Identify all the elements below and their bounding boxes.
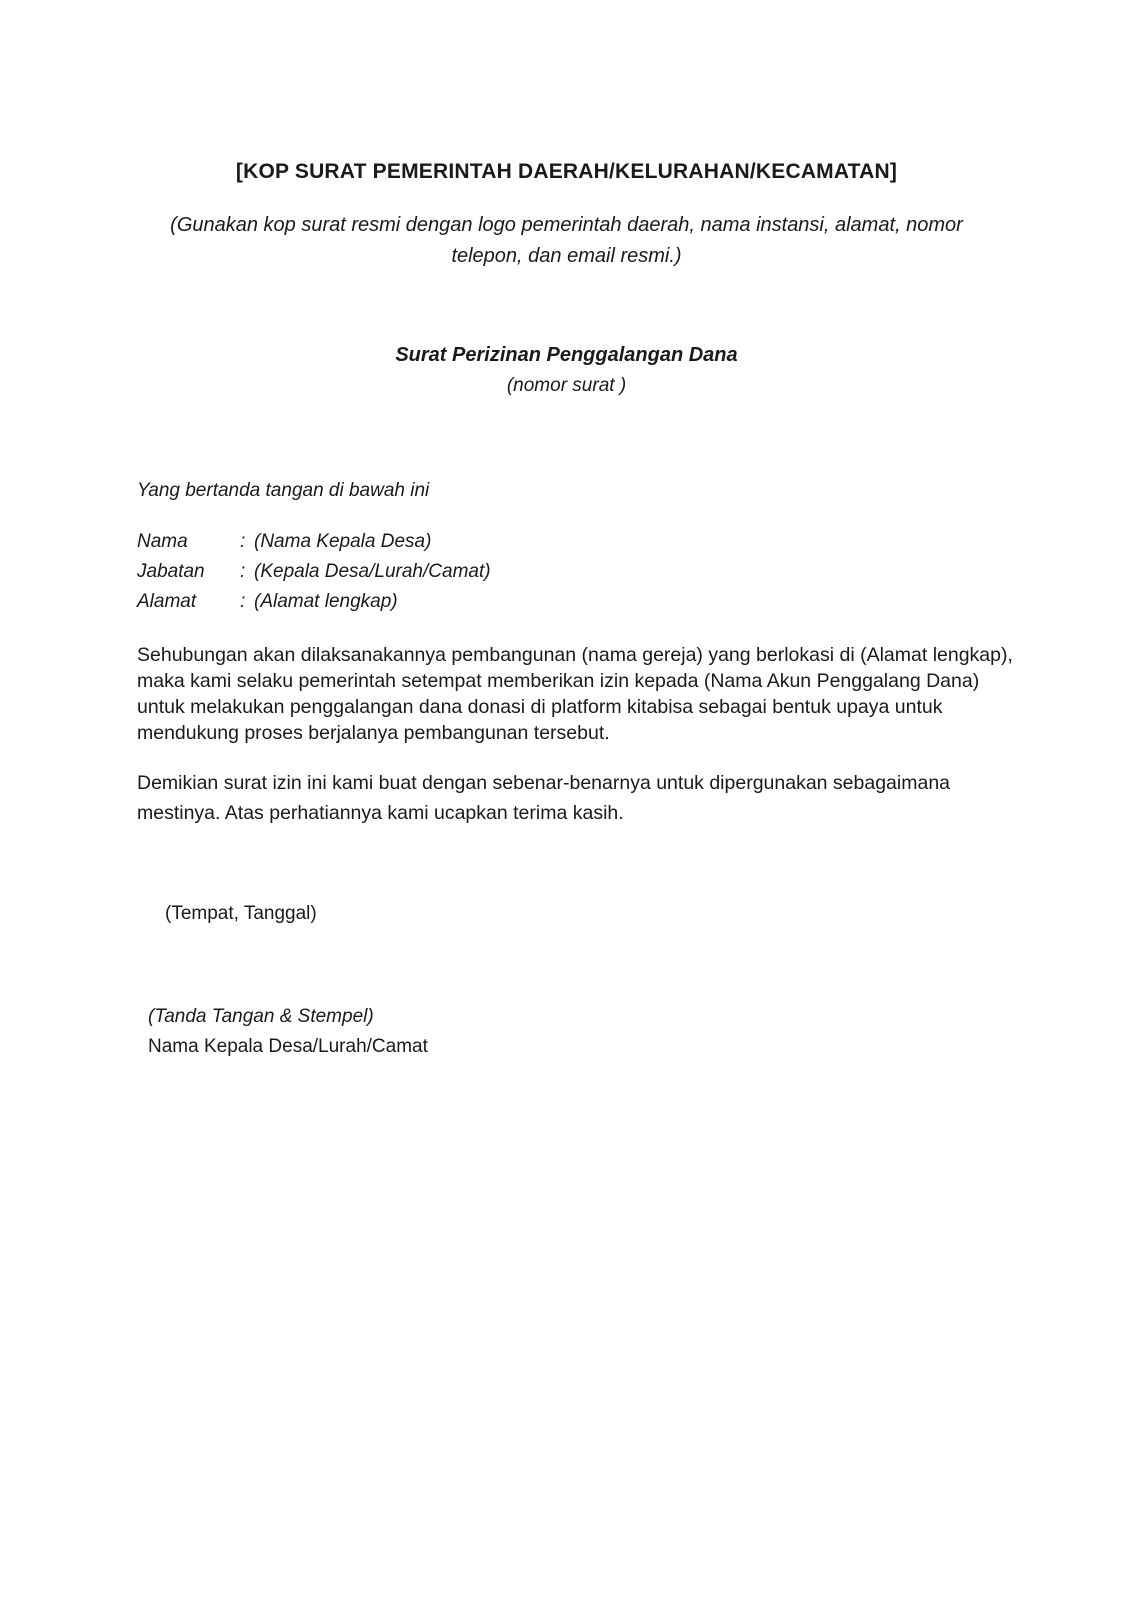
field-separator: : bbox=[240, 561, 246, 582]
letter-number: (nomor surat ) bbox=[506, 375, 627, 396]
field-label: Nama bbox=[137, 531, 188, 552]
signer-name: Nama Kepala Desa/Lurah/Camat bbox=[148, 1036, 428, 1057]
field-jabatan bbox=[137, 561, 491, 583]
field-separator: : bbox=[240, 591, 246, 612]
letter-title: Surat Perizinan Penggalangan Dana bbox=[395, 344, 738, 366]
field-nama bbox=[137, 531, 431, 553]
signature-placeholder: (Tanda Tangan & Stempel) bbox=[148, 1006, 374, 1027]
body-paragraph-2: Demikian surat izin ini kami buat dengan sebenar-benarnya untuk dipergunakan sebagaimana mestinya. Atas perhatiannya kami ucapkan terima kasih. bbox=[137, 772, 951, 824]
field-value: (Nama Kepala Desa) bbox=[254, 531, 432, 552]
field-value: (Kepala Desa/Lurah/Camat) bbox=[254, 561, 491, 582]
intro-text: Yang bertanda tangan di bawah ini bbox=[137, 480, 430, 501]
body-paragraph-1: Sehubungan akan dilaksanakannya pembangunan (nama gereja) yang berlokasi di (Alamat lengkap), maka kami selaku pemerintah setempat memberikan izin kepada (Nama Akun Penggalang Dana) untuk melakukan penggalangan dana donasi di platform kitabisa sebagai bentuk upaya untuk mendukung proses berjalanya pembangunan tersebut. bbox=[137, 644, 1013, 744]
field-separator: : bbox=[240, 531, 246, 552]
field-value: (Alamat lengkap) bbox=[254, 591, 398, 612]
letterhead-title: [KOP SURAT PEMERINTAH DAERAH/KELURAHAN/KECAMATAN] bbox=[235, 160, 898, 183]
field-label: Alamat bbox=[137, 591, 197, 612]
letterhead-note: (Gunakan kop surat resmi dengan logo pemerintah daerah, nama instansi, alamat, nomor telepon, dan email resmi.) bbox=[170, 214, 963, 267]
field-alamat bbox=[137, 591, 398, 613]
place-date: (Tempat, Tanggal) bbox=[165, 903, 317, 924]
field-label: Jabatan bbox=[137, 561, 205, 582]
